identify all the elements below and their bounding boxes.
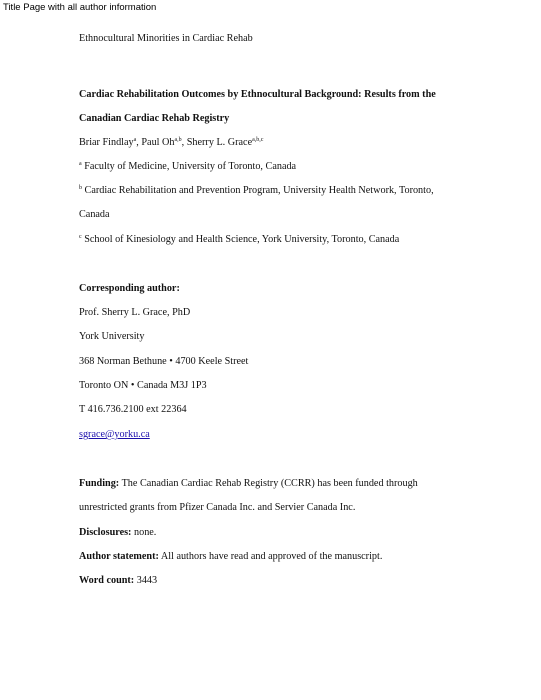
disclosures-text: none.: [131, 527, 157, 538]
author-affiliation-mark: a,b,c: [252, 137, 264, 143]
affiliation-mark: b: [79, 185, 82, 191]
affiliation-mark: a: [79, 161, 82, 167]
author-statement-text: All authors have read and approved of the manuscript.: [158, 551, 383, 562]
affiliation: [79, 185, 434, 197]
affiliation-continuation: Canada: [79, 209, 110, 220]
word-count: [79, 575, 157, 587]
corresponding-phone: T 416.736.2100 ext 22364: [79, 404, 187, 415]
disclosures: [79, 527, 156, 539]
funding-line-2: unrestricted grants from Pfizer Canada Inc. and Servier Canada Inc.: [79, 502, 356, 513]
author-name: Paul Oh: [141, 137, 175, 148]
corresponding-name: Prof. Sherry L. Grace, PhD: [79, 307, 191, 318]
funding-text: The Canadian Cardiac Rehab Registry (CCRR) has been funded through: [119, 478, 418, 489]
corresponding-email: [79, 429, 150, 441]
title-line-1: Cardiac Rehabilitation Outcomes by Ethnocultural Background: Results from the: [79, 89, 436, 100]
author-name: Briar Findlay: [79, 137, 134, 148]
author-list: [79, 137, 263, 149]
word-count-value: 3443: [134, 575, 158, 586]
corresponding-institution: York University: [79, 331, 145, 342]
title-line-2: Canadian Cardiac Rehab Registry: [79, 113, 230, 124]
affiliation-mark: c: [79, 234, 82, 240]
author-statement-label: Author statement:: [79, 551, 159, 562]
affiliation-text: Faculty of Medicine, University of Toronto, Canada: [84, 161, 297, 172]
page-label: Title Page with all author information: [3, 2, 157, 13]
affiliation-text: School of Kinesiology and Health Science, York University, Toronto, Canada: [84, 234, 400, 245]
word-count-label: Word count:: [79, 575, 135, 586]
author-statement: [79, 551, 382, 563]
affiliation: [79, 161, 296, 173]
author-affiliation-mark: a,b: [174, 137, 182, 143]
author-separator: ,: [181, 137, 187, 148]
author-name: Sherry L. Grace: [186, 137, 253, 148]
funding-line-1: [79, 478, 418, 490]
funding-label: Funding:: [79, 478, 120, 489]
corresponding-address-1: 368 Norman Bethune • 4700 Keele Street: [79, 356, 249, 367]
affiliation: [79, 234, 399, 246]
running-head: Ethnocultural Minorities in Cardiac Rehab: [79, 33, 253, 44]
author-affiliation-mark: a: [133, 137, 137, 143]
affiliation-text: Cardiac Rehabilitation and Prevention Program, University Health Network, Toronto,: [84, 185, 434, 196]
disclosures-label: Disclosures:: [79, 527, 132, 538]
corresponding-heading: Corresponding author:: [79, 283, 180, 294]
email-link[interactable]: sgrace@yorku.ca: [79, 429, 150, 440]
author-separator: ,: [136, 137, 142, 148]
corresponding-address-2: Toronto ON • Canada M3J 1P3: [79, 380, 207, 391]
